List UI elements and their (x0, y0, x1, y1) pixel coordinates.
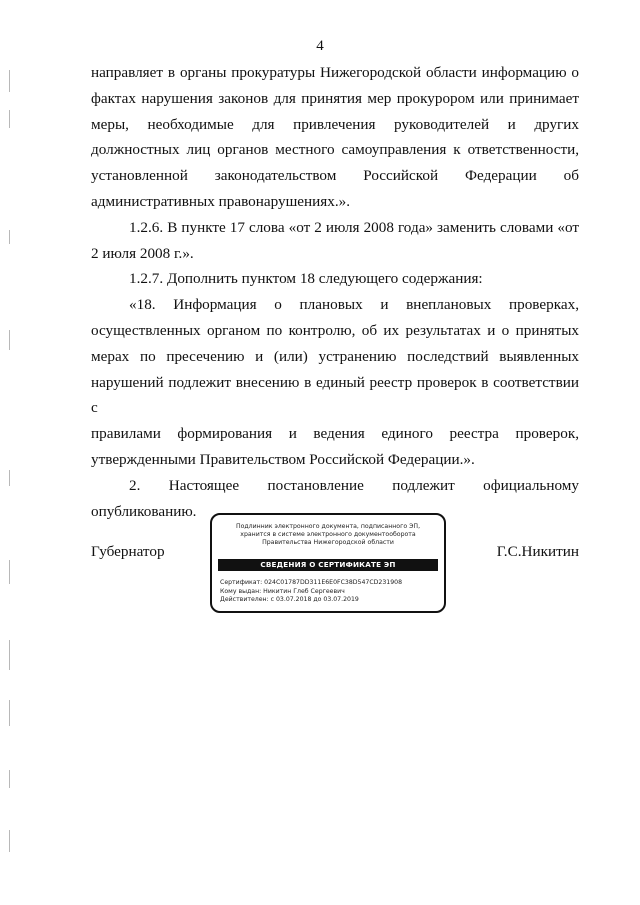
text-line: «18. Информация о плановых и внеплановых проверках, (129, 296, 579, 314)
margin-scan-marks (0, 0, 20, 905)
paragraph-item-18 (91, 292, 579, 473)
paragraph-1-2-6 (91, 215, 579, 267)
stamp-issued-to: Кому выдан: Никитин Глеб Сергеевич (220, 587, 345, 595)
stamp-note-line: Подлинник электронного документа, подписанного ЭП, (235, 523, 421, 530)
stamp-note (220, 523, 436, 547)
text-line: должностных лиц органов местного самоуправления к ответственности, (91, 141, 579, 159)
text-line: 2 июля 2008 г.». (91, 244, 194, 262)
text-line: правилами формирования и ведения единого реестра проверок, (91, 425, 579, 443)
text-line: 1.2.6. В пункте 17 слова «от 2 июля 2008 года» заменить словами «от (129, 218, 579, 236)
text-line: мерах по пресечению и (или) устранению последствий выявленных (91, 347, 579, 365)
stamp-certificate-details (220, 579, 436, 605)
stamp-validity: Действителен: с 03.07.2018 до 03.07.2019 (220, 596, 359, 603)
text-line: меры, необходимые для привлечения руководителей и других (91, 115, 579, 133)
text-line: опубликованию. (91, 502, 197, 520)
text-line: административных правонарушениях.». (91, 192, 351, 210)
stamp-band-title: СВЕДЕНИЯ О СЕРТИФИКАТЕ ЭП (218, 559, 438, 571)
text-line: установленной законодательством Российской Федерации об (91, 167, 579, 185)
text-line: 1.2.7. Дополнить пунктом 18 следующего содержания: (129, 270, 483, 288)
paragraph-prosecutor-info (91, 60, 579, 215)
stamp-note-line: хранится в системе электронного документооборота (240, 531, 416, 538)
paragraph-1-2-7 (91, 266, 579, 292)
electronic-signature-stamp (210, 513, 446, 613)
document-body (91, 60, 579, 524)
text-line: утвержденными Правительством Российской Федерации.». (91, 450, 475, 468)
text-line: нарушений подлежит внесению в единый реестр проверок в соответствии с (91, 373, 579, 417)
signatory-title: Губернатор (91, 543, 165, 560)
signatory-name: Г.С.Никитин (496, 543, 579, 560)
page-number: 4 (316, 38, 324, 54)
text-line: осуществленных органом по контролю, об их результатах и о принятых (91, 321, 579, 339)
stamp-note-line: Правительства Нижегородской области (262, 539, 394, 546)
text-line: 2. Настоящее постановление подлежит официальному (129, 476, 579, 494)
text-line: направляет в органы прокуратуры Нижегородской области информацию о (91, 64, 579, 81)
stamp-certificate: Сертификат: 024C01787DD311E6E0FC38D547CD231908 (220, 579, 403, 586)
text-line: фактах нарушения законов для принятия мер прокурором или принимает (91, 89, 579, 107)
